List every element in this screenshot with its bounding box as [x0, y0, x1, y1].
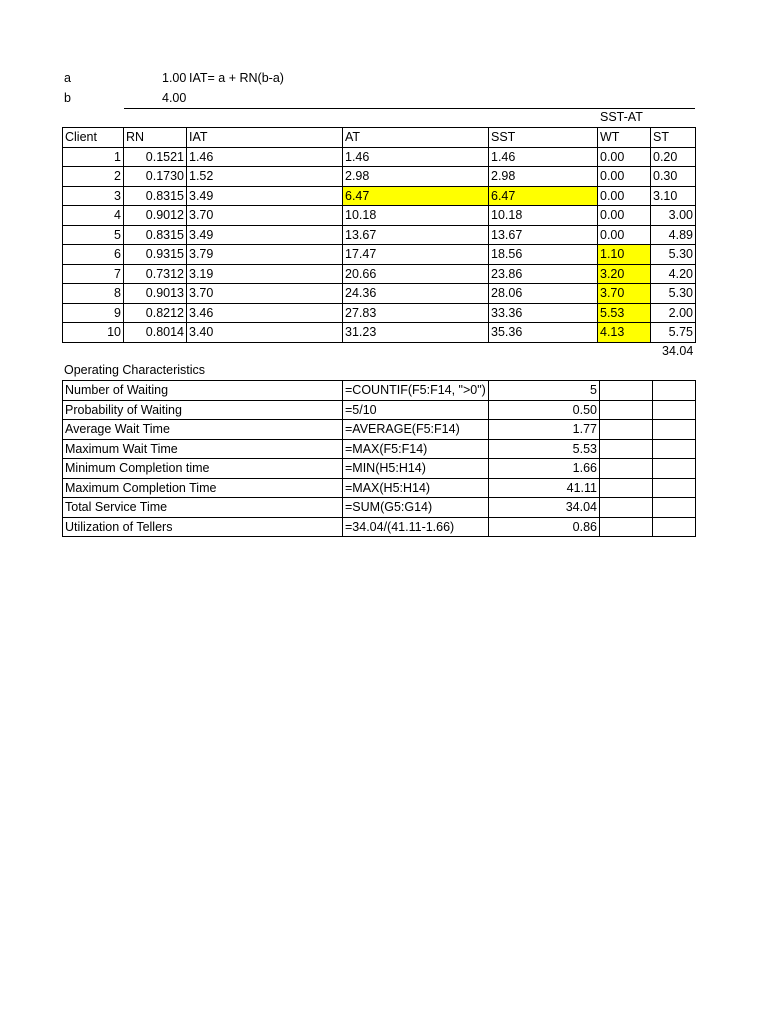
operating-value: 1.66 — [489, 459, 600, 479]
empty-cell — [653, 459, 696, 479]
cell-rn: 0.9013 — [124, 284, 187, 304]
cell-client: 8 — [63, 284, 124, 304]
table-row — [63, 323, 696, 343]
param-a-value: 1.00 — [162, 71, 187, 85]
operating-row — [63, 420, 696, 440]
sst-at-label: SST-AT — [600, 110, 643, 124]
table-row — [63, 167, 696, 187]
header-at: AT — [343, 128, 489, 148]
cell-st: 3.00 — [651, 206, 696, 226]
cell-client: 4 — [63, 206, 124, 226]
cell-at: 2.98 — [343, 167, 489, 187]
cell-st: 0.30 — [651, 167, 696, 187]
cell-wt: 0.00 — [598, 167, 651, 187]
header-st: ST — [651, 128, 696, 148]
cell-st: 5.30 — [651, 284, 696, 304]
empty-cell — [600, 420, 653, 440]
header-client: Client — [63, 128, 124, 148]
empty-cell — [653, 439, 696, 459]
cell-rn: 0.1730 — [124, 167, 187, 187]
param-b-value: 4.00 — [162, 91, 187, 105]
header-wt: WT — [598, 128, 651, 148]
param-a-label: a — [64, 71, 71, 85]
cell-iat: 3.49 — [187, 186, 343, 206]
empty-cell — [653, 420, 696, 440]
cell-wt: 0.00 — [598, 206, 651, 226]
cell-sst: 2.98 — [489, 167, 598, 187]
cell-rn: 0.9012 — [124, 206, 187, 226]
cell-sst: 28.06 — [489, 284, 598, 304]
cell-at: 6.47 — [343, 186, 489, 206]
empty-cell — [600, 459, 653, 479]
cell-sst: 33.36 — [489, 303, 598, 323]
operating-row — [63, 478, 696, 498]
operating-label: Maximum Wait Time — [63, 439, 343, 459]
operating-value: 34.04 — [489, 498, 600, 518]
cell-at: 27.83 — [343, 303, 489, 323]
operating-value: 0.86 — [489, 517, 600, 537]
cell-at: 1.46 — [343, 147, 489, 167]
simulation-table — [62, 127, 696, 343]
cell-sst: 18.56 — [489, 245, 598, 265]
operating-formula: =5/10 — [343, 400, 489, 420]
cell-iat: 3.49 — [187, 225, 343, 245]
empty-cell — [653, 478, 696, 498]
operating-table — [62, 380, 696, 537]
header-rn: RN — [124, 128, 187, 148]
cell-client: 2 — [63, 167, 124, 187]
table-row — [63, 303, 696, 323]
cell-at: 17.47 — [343, 245, 489, 265]
cell-sst: 10.18 — [489, 206, 598, 226]
cell-sst: 13.67 — [489, 225, 598, 245]
table-row — [63, 147, 696, 167]
cell-client: 7 — [63, 264, 124, 284]
cell-sst: 23.86 — [489, 264, 598, 284]
table-row — [63, 225, 696, 245]
table-row — [63, 264, 696, 284]
cell-wt: 0.00 — [598, 225, 651, 245]
cell-st: 3.10 — [651, 186, 696, 206]
cell-at: 13.67 — [343, 225, 489, 245]
header-iat: IAT — [187, 128, 343, 148]
cell-at: 31.23 — [343, 323, 489, 343]
empty-cell — [600, 478, 653, 498]
operating-label: Total Service Time — [63, 498, 343, 518]
cell-wt: 0.00 — [598, 186, 651, 206]
cell-rn: 0.1521 — [124, 147, 187, 167]
table-header-row — [63, 128, 696, 148]
cell-client: 5 — [63, 225, 124, 245]
cell-iat: 3.79 — [187, 245, 343, 265]
empty-cell — [600, 517, 653, 537]
cell-sst: 1.46 — [489, 147, 598, 167]
operating-row — [63, 400, 696, 420]
cell-st: 4.89 — [651, 225, 696, 245]
divider-line — [124, 108, 695, 109]
cell-wt: 0.00 — [598, 147, 651, 167]
cell-wt: 3.70 — [598, 284, 651, 304]
operating-formula: =MAX(F5:F14) — [343, 439, 489, 459]
operating-value: 1.77 — [489, 420, 600, 440]
operating-label: Number of Waiting — [63, 381, 343, 401]
empty-cell — [600, 498, 653, 518]
cell-iat: 3.70 — [187, 284, 343, 304]
operating-formula: =MIN(H5:H14) — [343, 459, 489, 479]
empty-cell — [600, 400, 653, 420]
empty-cell — [653, 517, 696, 537]
table-row — [63, 186, 696, 206]
cell-rn: 0.8315 — [124, 225, 187, 245]
cell-iat: 3.19 — [187, 264, 343, 284]
operating-label: Minimum Completion time — [63, 459, 343, 479]
operating-row — [63, 517, 696, 537]
cell-iat: 1.46 — [187, 147, 343, 167]
table-row — [63, 245, 696, 265]
cell-client: 6 — [63, 245, 124, 265]
operating-row — [63, 498, 696, 518]
operating-formula: =SUM(G5:G14) — [343, 498, 489, 518]
param-b-label: b — [64, 91, 71, 105]
cell-iat: 3.40 — [187, 323, 343, 343]
empty-cell — [653, 498, 696, 518]
operating-formula: =34.04/(41.11-1.66) — [343, 517, 489, 537]
empty-cell — [653, 381, 696, 401]
cell-iat: 1.52 — [187, 167, 343, 187]
cell-st: 2.00 — [651, 303, 696, 323]
operating-row — [63, 439, 696, 459]
operating-value: 41.11 — [489, 478, 600, 498]
empty-cell — [600, 439, 653, 459]
operating-formula: =COUNTIF(F5:F14, ">0") — [343, 381, 489, 401]
operating-row — [63, 381, 696, 401]
cell-rn: 0.7312 — [124, 264, 187, 284]
cell-st: 5.30 — [651, 245, 696, 265]
operating-label: Average Wait Time — [63, 420, 343, 440]
cell-iat: 3.46 — [187, 303, 343, 323]
cell-st: 4.20 — [651, 264, 696, 284]
cell-at: 20.66 — [343, 264, 489, 284]
cell-wt: 5.53 — [598, 303, 651, 323]
cell-st: 5.75 — [651, 323, 696, 343]
cell-wt: 1.10 — [598, 245, 651, 265]
cell-at: 10.18 — [343, 206, 489, 226]
empty-cell — [600, 381, 653, 401]
operating-value: 5.53 — [489, 439, 600, 459]
cell-iat: 3.70 — [187, 206, 343, 226]
operating-value: 5 — [489, 381, 600, 401]
empty-cell — [653, 400, 696, 420]
cell-rn: 0.8315 — [124, 186, 187, 206]
cell-sst: 35.36 — [489, 323, 598, 343]
st-total: 34.04 — [662, 344, 694, 358]
operating-label: Maximum Completion Time — [63, 478, 343, 498]
operating-formula: =AVERAGE(F5:F14) — [343, 420, 489, 440]
cell-rn: 0.8212 — [124, 303, 187, 323]
table-row — [63, 284, 696, 304]
cell-rn: 0.8014 — [124, 323, 187, 343]
cell-rn: 0.9315 — [124, 245, 187, 265]
operating-label: Utilization of Tellers — [63, 517, 343, 537]
cell-wt: 3.20 — [598, 264, 651, 284]
operating-row — [63, 459, 696, 479]
cell-sst: 6.47 — [489, 186, 598, 206]
operating-label: Probability of Waiting — [63, 400, 343, 420]
operating-title: Operating Characteristics — [64, 363, 206, 377]
operating-value: 0.50 — [489, 400, 600, 420]
header-sst: SST — [489, 128, 598, 148]
cell-wt: 4.13 — [598, 323, 651, 343]
operating-formula: =MAX(H5:H14) — [343, 478, 489, 498]
cell-client: 9 — [63, 303, 124, 323]
cell-client: 3 — [63, 186, 124, 206]
cell-at: 24.36 — [343, 284, 489, 304]
cell-client: 1 — [63, 147, 124, 167]
cell-st: 0.20 — [651, 147, 696, 167]
table-row — [63, 206, 696, 226]
cell-client: 10 — [63, 323, 124, 343]
param-formula: IAT= a + RN(b-a) — [189, 71, 284, 85]
